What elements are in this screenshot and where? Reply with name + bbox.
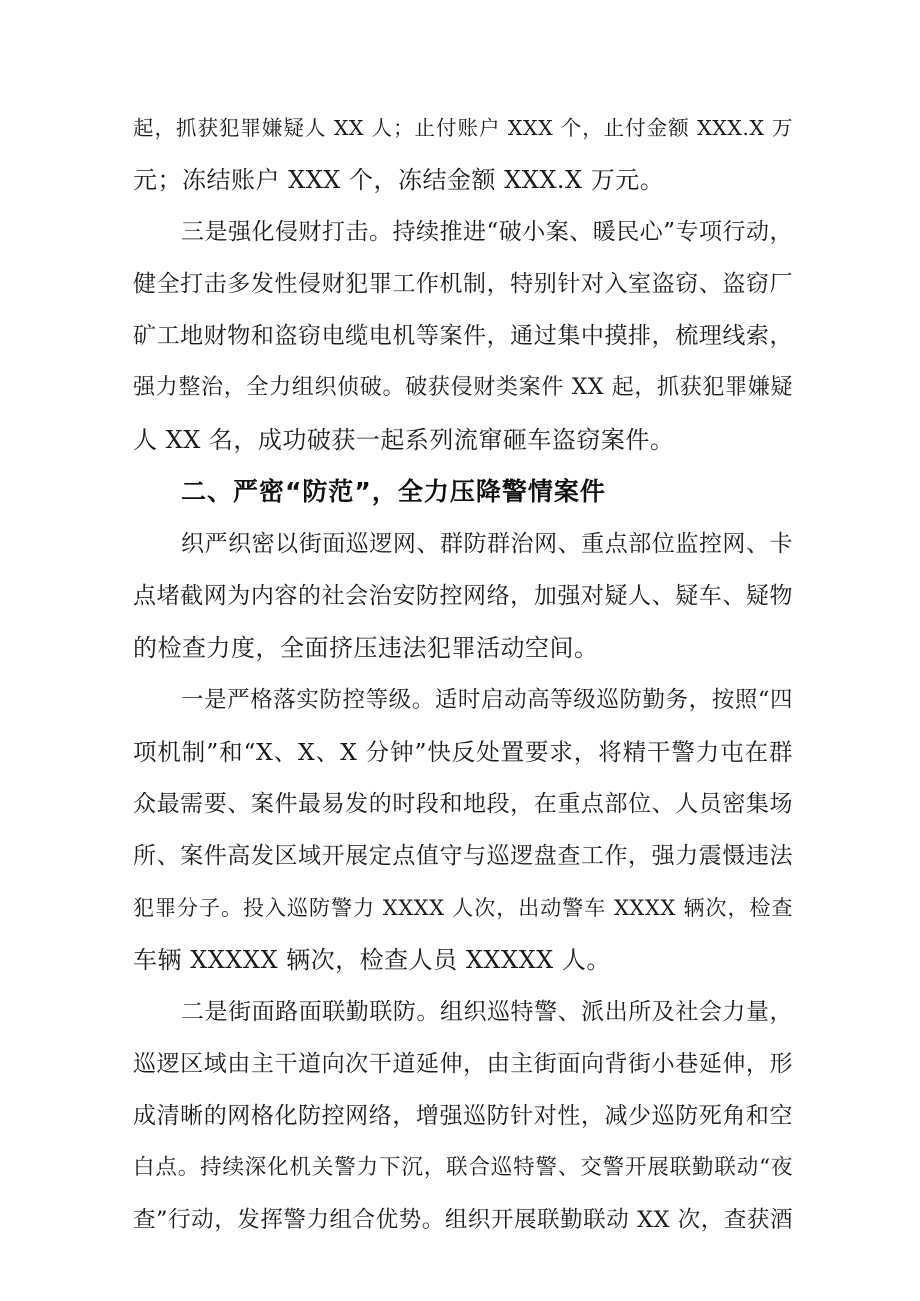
paragraph-line: 元；冻结账户 XXX 个，冻结金额 XXX.X 万元。 [133, 166, 665, 194]
paragraph-line: 点堵截网为内容的社会治安防控网络，加强对疑人、疑车、疑物 [133, 583, 793, 609]
paragraph-line: 一是严格落实防控等级。适时启动高等级巡防勤务，按照“四 [181, 687, 793, 713]
paragraph-line: 健全打击多发性侵财犯罪工作机制，特别针对入室盗窃、盗窃厂 [133, 271, 793, 297]
paragraph-line: 起，抓获犯罪嫌疑人 XX 人；止付账户 XXX 个，止付金额 XXX.X 万 [133, 116, 793, 140]
paragraph-line: 项机制”和“X、X、X 分钟”快反处置要求，将精干警力屯在群 [133, 738, 793, 766]
paragraph-line: 的检查力度，全面挤压违法犯罪活动空间。 [133, 634, 599, 662]
paragraph-line: 成清晰的网格化防控网络，增强巡防针对性，减少巡防死角和空 [133, 1103, 793, 1129]
paragraph-line: 查”行动，发挥警力组合优势。组织开展联勤联动 XX 次，查获酒 [133, 1207, 793, 1233]
paragraph-line: 织严织密以街面巡逻网、群防群治网、重点部位监控网、卡 [181, 531, 793, 557]
paragraph-line: 巡逻区域由主干道向次干道延伸，由主街面向背街小巷延伸，形 [133, 1051, 793, 1077]
paragraph-line: 人 XX 名，成功破获一起系列流窜砸车盗窃案件。 [133, 426, 675, 454]
paragraph-line: 矿工地财物和盗窃电缆电机等案件，通过集中摸排，梳理线索， [133, 323, 793, 349]
section-heading: 二、严密“防范”，全力压降警情案件 [181, 477, 606, 506]
paragraph-line: 犯罪分子。投入巡防警力 XXXX 人次，出动警车 XXXX 辆次，检查 [133, 896, 793, 920]
paragraph-line: 二是街面路面联勤联防。组织巡特警、派出所及社会力量， [181, 999, 793, 1025]
paragraph-line: 三是强化侵财打击。持续推进“破小案、暖民心”专项行动， [181, 219, 794, 245]
paragraph-line: 白点。持续深化机关警力下沉，联合巡特警、交警开展联勤联动“夜 [133, 1155, 793, 1180]
paragraph-line: 所、案件高发区域开展定点值守与巡逻盘查工作，强力震慑违法 [133, 843, 793, 869]
paragraph-line: 强力整治，全力组织侦破。破获侵财类案件 XX 起，抓获犯罪嫌疑 [133, 375, 793, 400]
paragraph-line: 车辆 XXXXX 辆次，检查人员 XXXXX 人。 [133, 946, 611, 974]
paragraph-line: 众最需要、案件最易发的时段和地段，在重点部位、人员密集场 [133, 791, 793, 817]
